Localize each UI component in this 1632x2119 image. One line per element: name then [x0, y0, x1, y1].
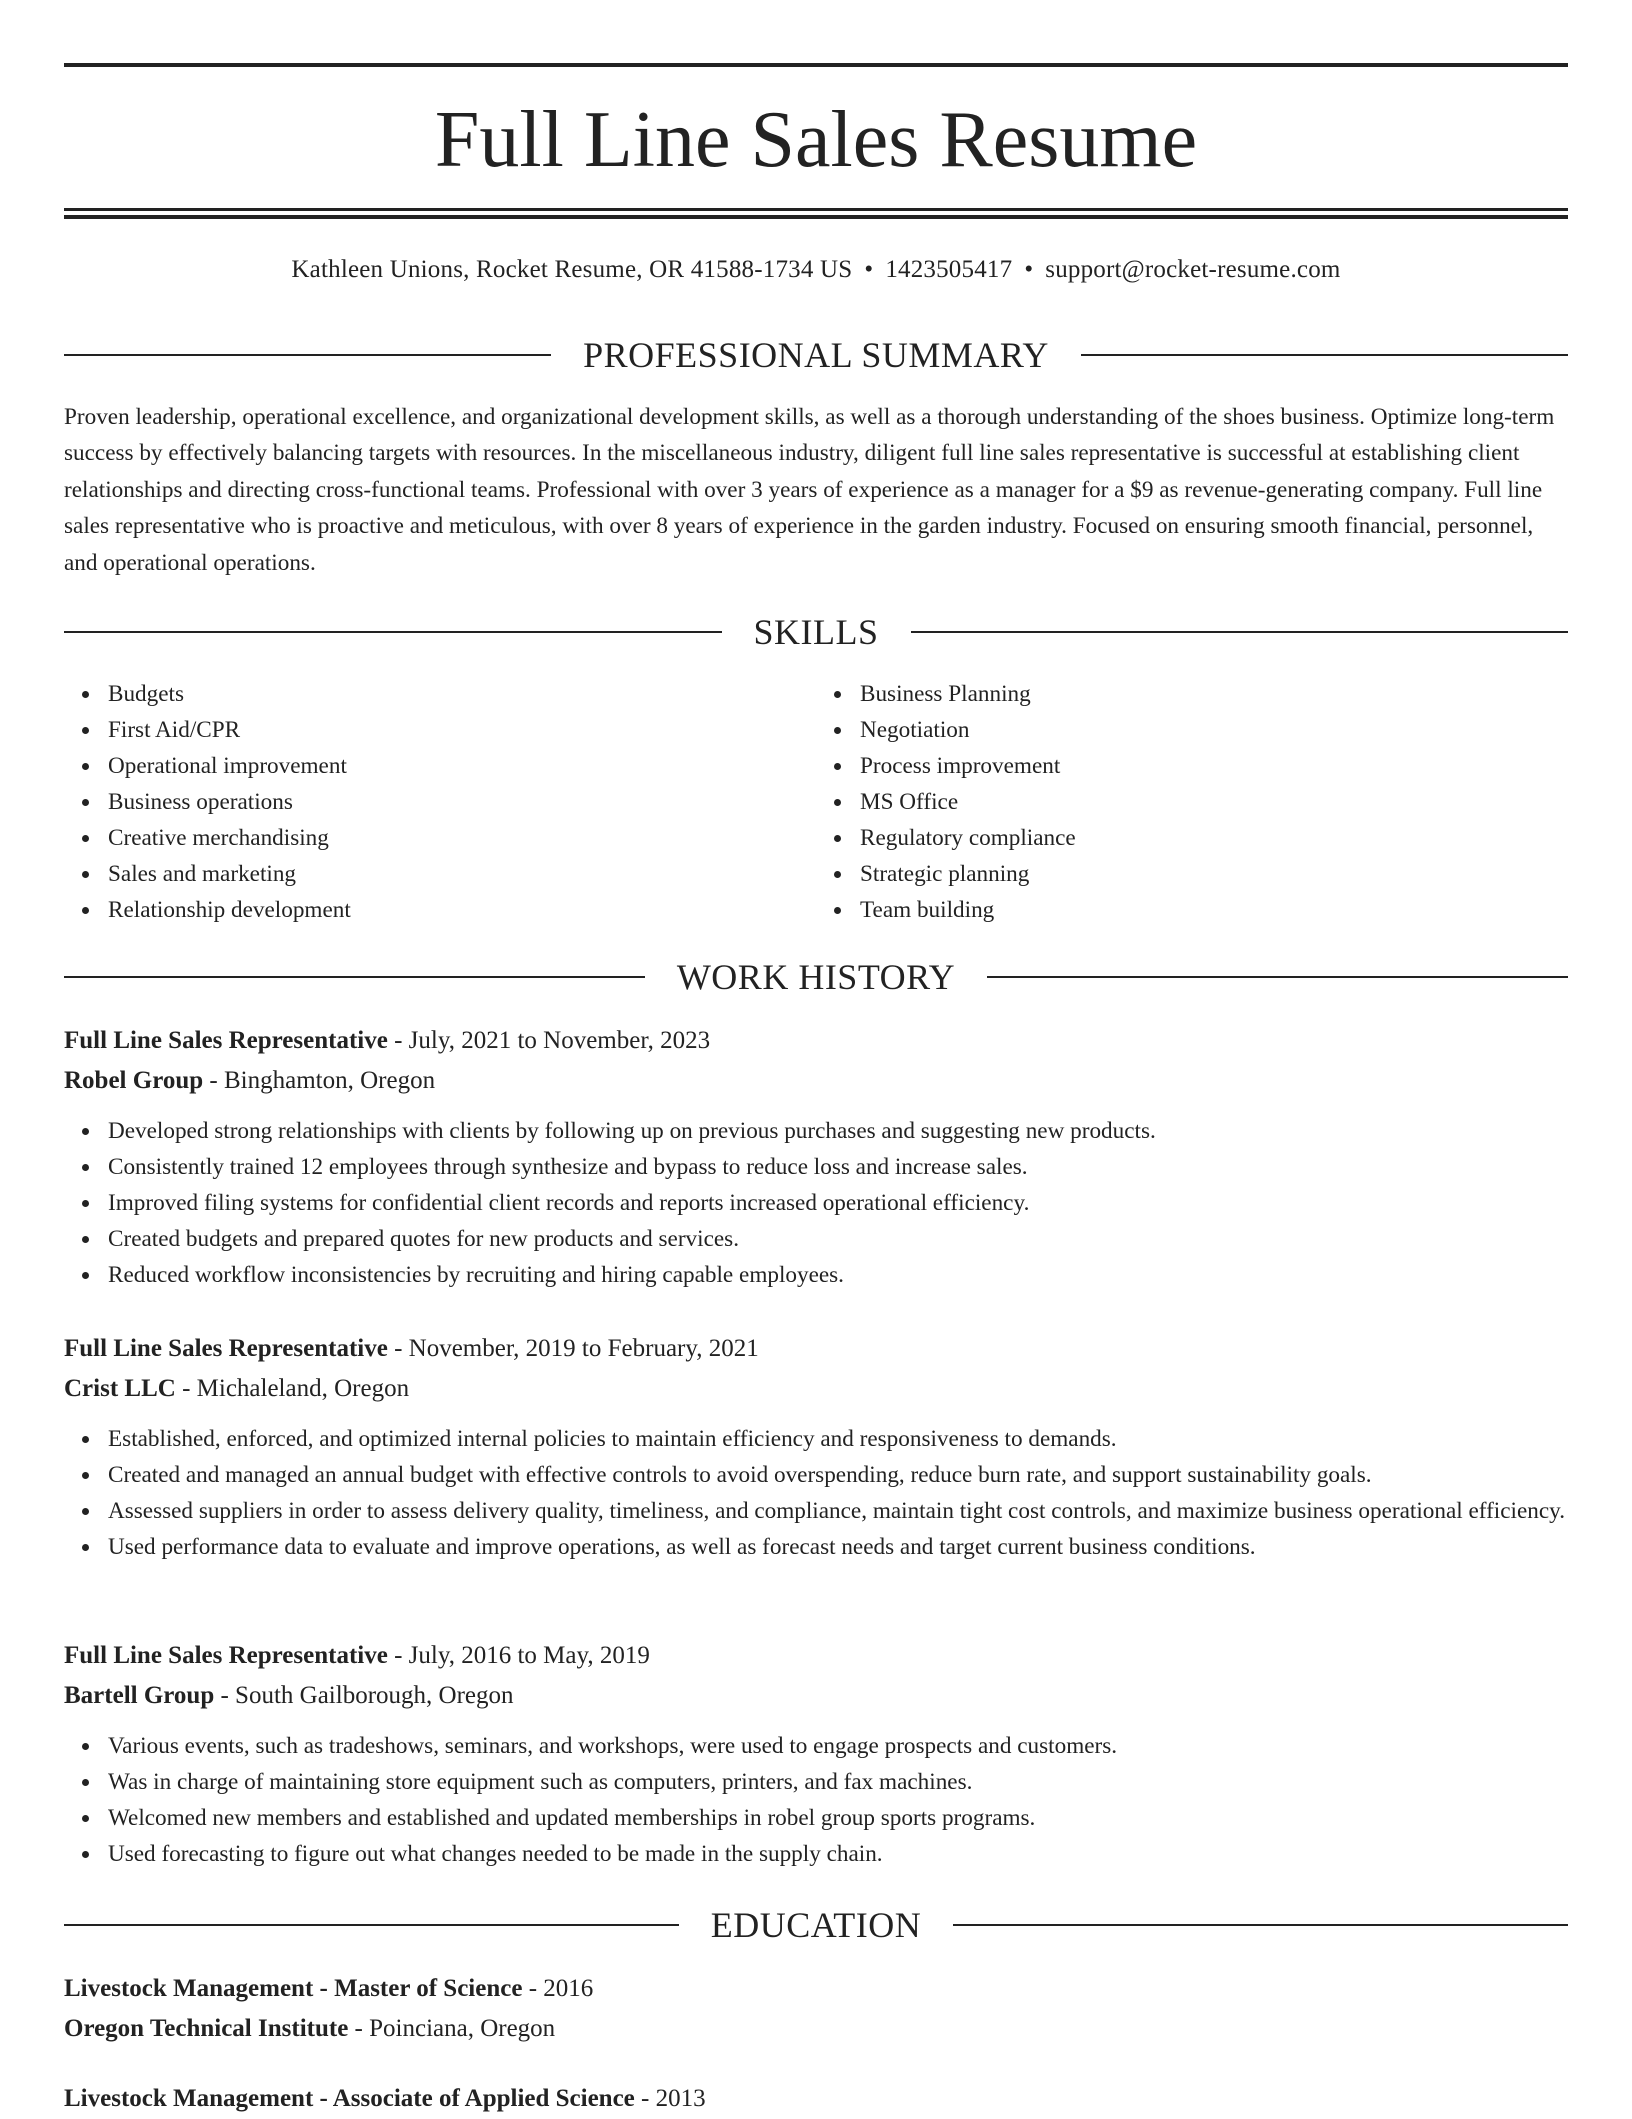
- job-bullet: Various events, such as tradeshows, seminars, and workshops, were used to engage prospects and customers.: [108, 1728, 1568, 1764]
- section-title: SKILLS: [753, 612, 879, 652]
- job-location: - Michaleland, Oregon: [175, 1375, 410, 1402]
- job-location: - South Gailborough, Oregon: [214, 1682, 514, 1709]
- job-company: Bartell Group: [64, 1682, 215, 1709]
- heading-rule: [64, 976, 645, 978]
- job-bullet: Used forecasting to figure out what changes needed to be made in the supply chain.: [108, 1836, 1568, 1872]
- section-title: PROFESSIONAL SUMMARY: [583, 335, 1049, 375]
- skills-list: [64, 676, 1568, 928]
- education-year: - 2013: [634, 2085, 706, 2112]
- job-bullet: Created budgets and prepared quotes for new products and services.: [108, 1221, 1568, 1257]
- job-bullet: Welcomed new members and established and updated memberships in robel group sports programs.: [108, 1800, 1568, 1836]
- job-title: Full Line Sales Representative: [64, 1027, 388, 1054]
- job-entry: [64, 1636, 1568, 1872]
- top-rule: [64, 63, 1568, 67]
- job-entry: [64, 1021, 1568, 1293]
- skill-item: Business operations: [108, 784, 816, 820]
- skills-column-right: [816, 676, 1568, 928]
- title-rule-lower: [64, 215, 1568, 219]
- job-dates: - November, 2019 to February, 2021: [387, 1335, 759, 1362]
- job-company: Robel Group: [64, 1067, 204, 1094]
- heading-rule: [64, 631, 722, 633]
- education-school: Oregon Technical Institute: [64, 2015, 349, 2042]
- heading-rule: [953, 1924, 1568, 1926]
- education-degree: Livestock Management - Associate of Applied Science: [64, 2085, 635, 2112]
- job-title-line: [64, 1021, 1568, 1061]
- job-bullet: Created and managed an annual budget with effective controls to avoid overspending, reduce burn rate, and support sustainability goals.: [108, 1457, 1568, 1493]
- job-bullet: Assessed suppliers in order to assess delivery quality, timeliness, and compliance, maintain tight cost controls, and maximize business operational efficiency.: [108, 1493, 1568, 1529]
- job-title: Full Line Sales Representative: [64, 1335, 388, 1362]
- heading-rule: [987, 976, 1568, 978]
- skill-item: First Aid/CPR: [108, 712, 816, 748]
- job-company-line: [64, 1676, 1568, 1716]
- heading-rule: [1081, 354, 1568, 356]
- education-year: - 2016: [522, 1975, 594, 2002]
- job-bullets: [64, 1728, 1568, 1872]
- resume-title: Full Line Sales Resume: [434, 96, 1198, 184]
- job-location: - Binghamton, Oregon: [203, 1067, 436, 1094]
- job-bullets: [64, 1421, 1568, 1565]
- job-bullet: Was in charge of maintaining store equipment such as computers, printers, and fax machines.: [108, 1764, 1568, 1800]
- skill-item: Negotiation: [860, 712, 1568, 748]
- skill-item: Regulatory compliance: [860, 820, 1568, 856]
- skill-item: Operational improvement: [108, 748, 816, 784]
- job-bullet: Established, enforced, and optimized internal policies to maintain efficiency and responsiveness to demands.: [108, 1421, 1568, 1457]
- job-bullet: Improved filing systems for confidential client records and reports increased operational efficiency.: [108, 1185, 1568, 1221]
- summary-text: Proven leadership, operational excellence, and organizational development skills, as well as a thorough understanding of the shoes business. Optimize long-term success by effectively balancing targets with resources. In the miscellaneous industry, diligent full line sales representative is successful at establishing client relationships and directing cross-functional teams. Professional with over 3 years of experience as a manager for a $9 as revenue-generating company. Full line sales representative who is proactive and meticulous, with over 8 years of experience in the garden industry. Focused on ensuring smooth financial, personnel, and operational operations.: [64, 404, 1555, 576]
- job-company: Crist LLC: [64, 1375, 176, 1402]
- skill-item: MS Office: [860, 784, 1568, 820]
- section-title: EDUCATION: [710, 1905, 922, 1945]
- contact-separator: •: [1024, 256, 1034, 283]
- job-company-line: [64, 1369, 1568, 1409]
- skill-item: Business Planning: [860, 676, 1568, 712]
- education-degree-line: [64, 1969, 1568, 2009]
- section-heading-skills: [64, 610, 1568, 654]
- contact-address: Kathleen Unions, Rocket Resume, OR 41588-1734 US: [291, 256, 853, 283]
- section-heading-work: [64, 955, 1568, 999]
- skill-item: Relationship development: [108, 892, 816, 928]
- skills-column-left: [64, 676, 816, 928]
- section-heading-summary: [64, 333, 1568, 377]
- section-title: WORK HISTORY: [676, 957, 956, 997]
- job-bullet: Reduced workflow inconsistencies by recruiting and hiring capable employees.: [108, 1257, 1568, 1293]
- job-bullet: Consistently trained 12 employees through synthesize and bypass to reduce loss and increase sales.: [108, 1149, 1568, 1185]
- heading-rule: [64, 1924, 679, 1926]
- heading-rule: [64, 354, 551, 356]
- contact-phone: 1423505417: [885, 256, 1013, 283]
- heading-rule: [911, 631, 1569, 633]
- skill-item: Team building: [860, 892, 1568, 928]
- job-dates: - July, 2021 to November, 2023: [387, 1027, 711, 1054]
- job-company-line: [64, 1061, 1568, 1101]
- contact-separator: •: [864, 256, 874, 283]
- skill-item: Sales and marketing: [108, 856, 816, 892]
- job-entry: [64, 1329, 1568, 1565]
- contact-email: support@rocket-resume.com: [1045, 256, 1341, 283]
- education-location: - Poinciana, Oregon: [348, 2015, 556, 2042]
- job-title-line: [64, 1636, 1568, 1676]
- job-bullet: Developed strong relationships with clients by following up on previous purchases and suggesting new products.: [108, 1113, 1568, 1149]
- education-entry: [64, 2079, 1568, 2119]
- skill-item: Strategic planning: [860, 856, 1568, 892]
- education-degree: Livestock Management - Master of Science: [64, 1975, 523, 2002]
- job-title-line: [64, 1329, 1568, 1369]
- skill-item: Process improvement: [860, 748, 1568, 784]
- job-bullets: [64, 1113, 1568, 1293]
- title-rule-upper: [64, 208, 1568, 211]
- skill-item: Creative merchandising: [108, 820, 816, 856]
- section-heading-education: [64, 1903, 1568, 1947]
- education-school-line: [64, 2009, 1568, 2049]
- contact-line: [64, 252, 1568, 288]
- education-entry: [64, 1969, 1568, 2049]
- job-title: Full Line Sales Representative: [64, 1642, 388, 1669]
- job-bullet: Used performance data to evaluate and improve operations, as well as forecast needs and target current business conditions.: [108, 1529, 1568, 1565]
- education-degree-line: [64, 2079, 1568, 2119]
- skill-item: Budgets: [108, 676, 816, 712]
- job-dates: - July, 2016 to May, 2019: [387, 1642, 650, 1669]
